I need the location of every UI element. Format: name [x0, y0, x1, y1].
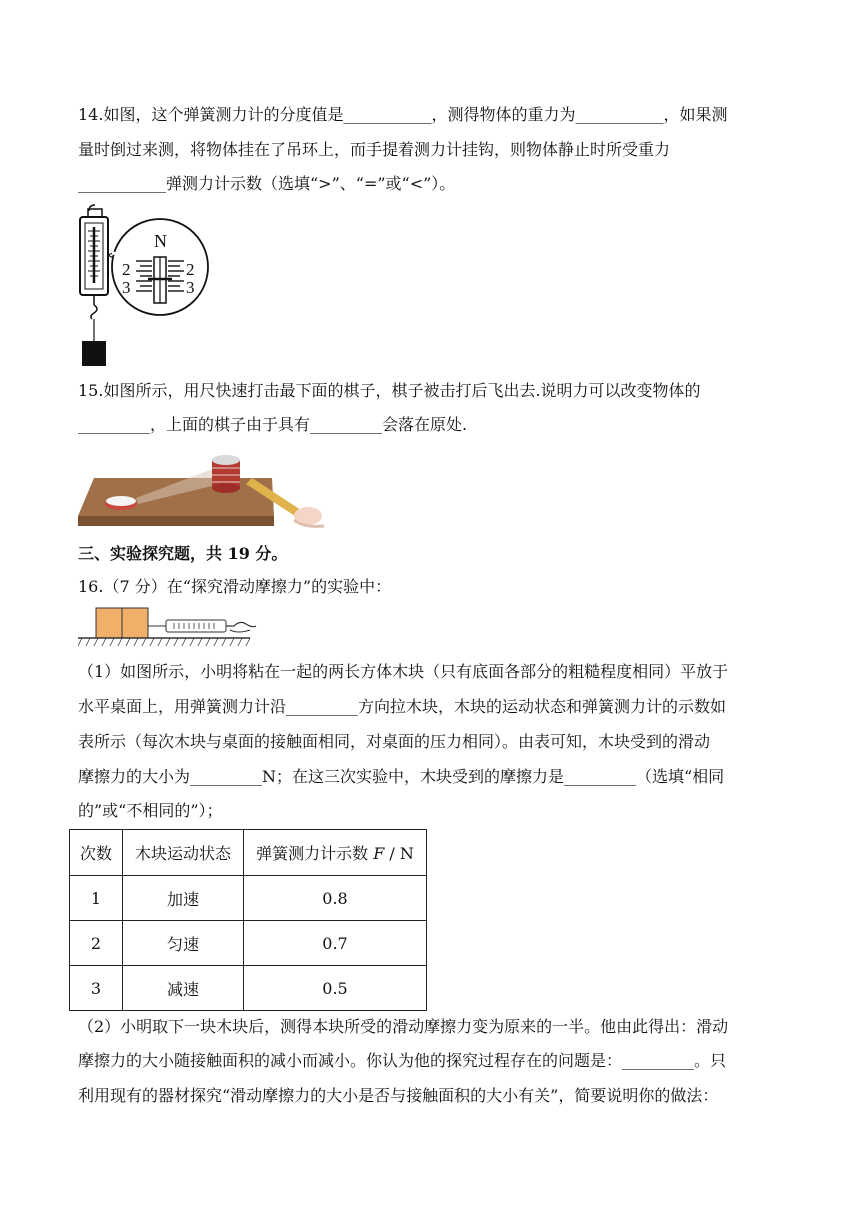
scale-left-tick-2: 2: [122, 260, 131, 279]
table-header-unit: / N: [384, 844, 414, 863]
table-header-count: 次数: [70, 830, 123, 876]
table-cell-state: 减速: [123, 966, 244, 1011]
q14-line-1: 14.如图，这个弹簧测力计的分度值是___________，测得物体的重力为___________，如果测: [78, 105, 728, 124]
scale-right-tick-2: 2: [186, 260, 195, 279]
chess-pieces-figure: [76, 448, 330, 530]
table-cell-reading: 0.7: [244, 921, 427, 966]
q16-p1-line-3: 表所示（每次木块与桌面的接触面相同，对桌面的压力相同）。由表可知，木块受到的滑动: [78, 732, 711, 751]
table-header-var-f: F: [373, 844, 385, 863]
spring-scale-figure: [76, 203, 216, 369]
table-cell-count: 1: [70, 876, 123, 921]
table-row: [70, 966, 427, 1011]
table-cell-state: 匀速: [123, 921, 244, 966]
table-cell-state: 加速: [123, 876, 244, 921]
q14-line-3: ___________弹测力计示数（选填“>”、“=”或“<”）。: [78, 174, 456, 193]
section-3-heading: 三、实验探究题，共 19 分。: [78, 544, 288, 563]
table-cell-reading: 0.8: [244, 876, 427, 921]
q16-p2-line-1: （2）小明取下一块木块后，测得本块所受的滑动摩擦力变为原来的一半。他由此得出：滑动: [78, 1017, 729, 1036]
block-spring-scale-figure: [78, 604, 258, 648]
q16-p1-line-4: 摩擦力的大小为_________N；在这三次实验中，木块受到的摩擦力是_________（选填“相同: [78, 767, 725, 786]
table-cell-count: 3: [70, 966, 123, 1011]
q16-intro: 16.（7 分）在“探究滑动摩擦力”的实验中：: [78, 577, 392, 596]
q15-line-1: 15.如图所示，用尺快速打击最下面的棋子，棋子被击打后飞出去.说明力可以改变物体的: [78, 381, 701, 400]
scale-left-tick-3: 3: [122, 278, 131, 297]
q16-p1-line-2: 水平桌面上，用弹簧测力计沿_________方向拉木块，木块的运动状态和弹簧测力计的示数如: [78, 697, 727, 716]
q15-line-2: _________，上面的棋子由于具有_________会落在原处.: [78, 415, 468, 434]
q16-p1-line-1: （1）如图所示，小明将粘在一起的两长方体木块（只有底面各部分的粗糙程度相同）平放于: [78, 662, 729, 681]
friction-data-table: [69, 829, 427, 1011]
scale-right-tick-3: 3: [186, 278, 195, 297]
q14-line-2: 量时倒过来测，将物体挂在了吊环上，而手提着测力计挂钩，则物体静止时所受重力: [78, 140, 671, 159]
table-cell-count: 2: [70, 921, 123, 966]
scale-unit-label: N: [154, 231, 167, 251]
table-row: [70, 876, 427, 921]
q16-p2-line-3: 利用现有的器材探究“滑动摩擦力的大小是否与接触面积的大小有关”，简要说明你的做法：: [78, 1086, 719, 1105]
table-header-state: 木块运动状态: [123, 830, 244, 876]
table-header-reading-text: 弹簧测力计示数: [256, 844, 374, 863]
q16-p1-line-5: 的”或“不相同的”）；: [78, 801, 223, 820]
q16-p2-line-2: 摩擦力的大小随接触面积的减小而减小。你认为他的探究过程存在的问题是：_________。只: [78, 1051, 727, 1070]
table-cell-reading: 0.5: [244, 966, 427, 1011]
table-header-row: [70, 830, 427, 876]
table-header-reading: [244, 830, 427, 876]
table-row: [70, 921, 427, 966]
